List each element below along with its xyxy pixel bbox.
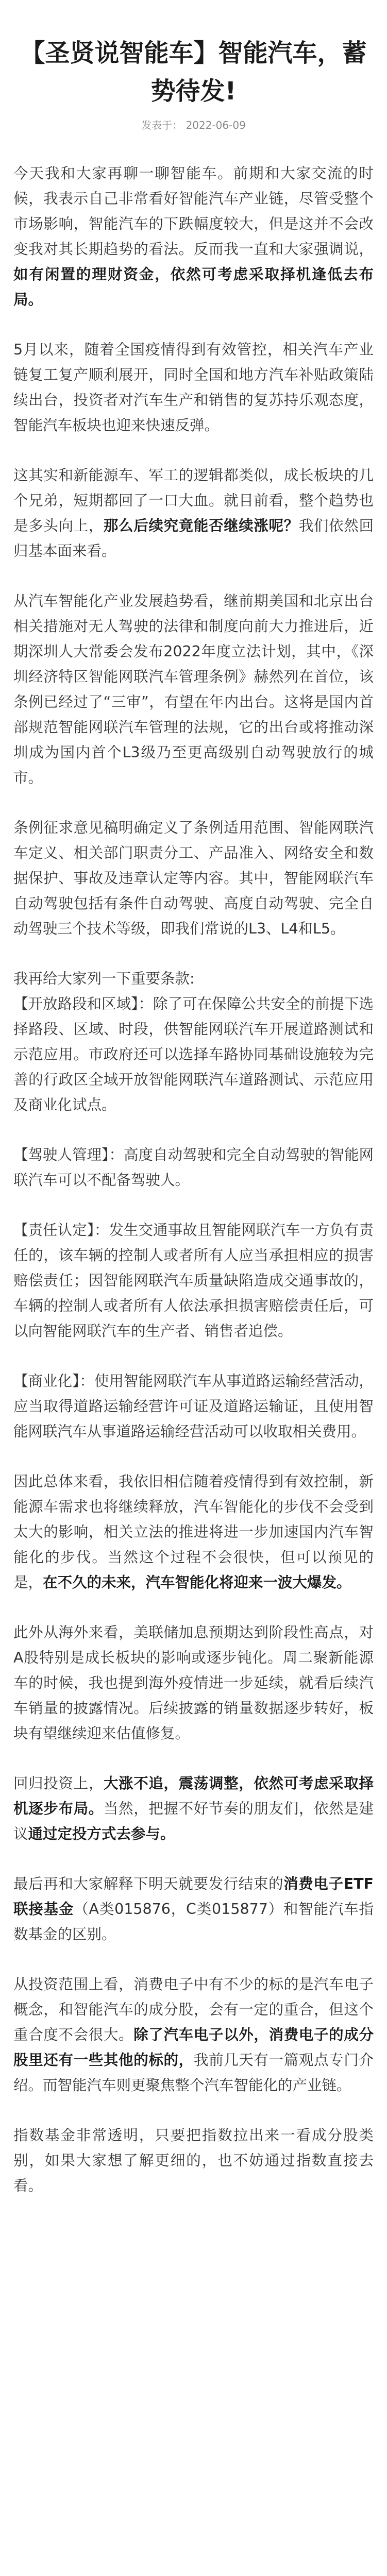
body-text: 我再给大家列一下重要条款: bbox=[13, 970, 195, 987]
body-text: 从汽车智能化产业发展趋势看，继前期美国和北京出台相关措施对无人驾驶的法律和制度向前大力推进后，近期深圳人大常委会发布2022年度立法计划，其中，《深圳经济特区智能网联汽车管理条例》赫然列在首位，该条例已经过了“三审”，有望在年内出台。这将是国内首部规范智能网联汽车管理的法规，它的出台或将推动深圳成为国内首个L3级乃至更高级别自动驾驶放行的城市。 bbox=[13, 592, 374, 786]
body-text: （A类015876，C类015877）和智能汽车指数基金的区别。 bbox=[13, 1901, 374, 1943]
article-paragraph bbox=[13, 1217, 374, 1344]
article-paragraph bbox=[13, 815, 374, 941]
article-paragraph bbox=[13, 1972, 374, 2098]
body-text: 指数基金非常透明，只要把指数拉出来一看成分股类别，如果大家想了解更细的，也不妨通过指数直接去看。 bbox=[13, 2127, 374, 2194]
article-body bbox=[13, 161, 374, 2198]
body-text: 5月以来，随着全国疫情得到有效管控，相关汽车产业链复工复产顺利展开，同时全国和地方汽车补贴政策陆续出台，投资者对汽车生产和销售的复苏持乐观态度，智能汽车板块也迎来快速反弹。 bbox=[13, 341, 374, 434]
emphasis-text: 如有闲置的理财资金，依然可考虑采取择机逢低去布局。 bbox=[13, 266, 374, 308]
article-paragraph bbox=[13, 2123, 374, 2198]
body-text: 因此总体来看，我依旧相信随着疫情得到有效控制，新能源车需求也将继续释放，汽车智能化的步伐不会受到太大的影响，相关立法的推进将进一步加速国内汽车智能化的步伐。当然这个过程不会很快，但可以预见的是， bbox=[13, 1473, 374, 1591]
author-label: 发表于： bbox=[141, 119, 183, 131]
emphasis-text: 通过定投方式去参与。 bbox=[28, 1825, 175, 1842]
body-text: 【责任认定】：发生交通事故且智能网联汽车一方负有责任的，该车辆的控制人或者所有人应当承担相应的损害赔偿责任；因智能网联汽车质量缺陷造成交通事故的，车辆的控制人或者所有人依法承担损害赔偿责任后，可以向智能网联汽车的生产者、销售者追偿。 bbox=[13, 1222, 374, 1340]
body-text: 【商业化】：使用智能网联汽车从事道路运输经营活动，应当取得道路运输经营许可证及道路运输证，且使用智能网联汽车从事道路运输经营活动可以收取相关费用。 bbox=[13, 1372, 374, 1440]
emphasis-text: 除了汽车电子以外，消费电子的成分股里还有一些其他的标的， bbox=[13, 2026, 374, 2069]
article-paragraph bbox=[13, 1469, 374, 1595]
article-paragraph bbox=[13, 1771, 374, 1846]
article-paragraph bbox=[13, 463, 374, 564]
article-paragraph bbox=[13, 1620, 374, 1746]
body-text: 我前几天有一篇观点专门介绍。而智能汽车则更聚焦整个汽车智能化的产业链。 bbox=[13, 2052, 374, 2094]
article-paragraph bbox=[13, 966, 374, 1117]
body-text: 条例征求意见稿明确定义了条例适用范围、智能网联汽车定义、相关部门职责分工、产品准入、网络安全和数据保护、事故及违章认定等内容。其中，智能网联汽车自动驾驶包括有条件自动驾驶、高度自动驾驶、完全自动驾驶三个技术等级，即我们常说的L3、L4和L5。 bbox=[13, 819, 374, 937]
emphasis-text: 大涨不追，震荡调整，依然可考虑采取择机逐步布局。 bbox=[13, 1775, 374, 1817]
article-paragraph bbox=[13, 1871, 374, 1947]
body-text: 【开放路段和区域】：除了可在保障公共安全的前提下选择路段、区域、时段，供智能网联汽车开展道路测试和示范应用。市政府还可以选择车路协同基础设施较为完善的行政区全域开放智能网联汽车道路测试、示范应用及商业化试点。 bbox=[13, 995, 374, 1113]
body-text: 回归投资上， bbox=[13, 1775, 104, 1792]
article-paragraph bbox=[13, 1142, 374, 1193]
body-text: 当然，把握不好节奏的朋友们，依然是建议 bbox=[13, 1800, 374, 1842]
publish-date: 2022-06-09 bbox=[186, 119, 246, 131]
emphasis-text: 在不久的未来，汽车智能化将迎来一波大爆发。 bbox=[43, 1574, 351, 1591]
emphasis-text: 那么后续究竟能否继续涨呢？ bbox=[103, 517, 299, 534]
article-paragraph bbox=[13, 588, 374, 790]
emphasis-text: 消费电子ETF联接基金 bbox=[13, 1875, 374, 1918]
article-paragraph bbox=[13, 1368, 374, 1444]
body-text: 【驾驶人管理】：高度自动驾驶和完全自动驾驶的智能网联汽车可以不配备驾驶人。 bbox=[13, 1146, 374, 1189]
body-text: 这其实和新能源车、军工的逻辑都类似，成长板块的几个兄弟，短期都回了一口大血。就目前看，整个趋势也是多头向上， bbox=[13, 467, 374, 534]
body-text: 此外从海外来看，美联储加息预期达到阶段性高点，对A股特别是成长板块的影响或逐步钝化。周二聚新能源车的时候，我也提到海外疫情进一步延续，就看后续汽车销量的披露情况。后续披露的销量数据逐步转好，板块有望继续迎来估值修复。 bbox=[13, 1624, 374, 1742]
body-text: 从投资范围上看，消费电子中有不少的标的是汽车电子概念，和智能汽车的成分股，会有一定的重合，但这个重合度不会很大。 bbox=[13, 1976, 374, 2043]
article-paragraph bbox=[13, 161, 374, 312]
body-text: 我们依然回归基本面来看。 bbox=[13, 517, 374, 560]
body-text: 最后再和大家解释下明天就要发行结束的 bbox=[13, 1875, 284, 1892]
article-meta bbox=[13, 117, 374, 133]
article-paragraph bbox=[13, 337, 374, 438]
article-title: 【圣贤说智能车】智能汽车，蓄势待发! bbox=[20, 39, 367, 106]
body-text: 今天我和大家再聊一聊智能车。前期和大家交流的时候，我表示自己非常看好智能汽车产业链，尽管受整个市场影响，智能汽车的下跌幅度较大，但是这并不会改变我对其长期趋势的看法。反而我一直和大家强调说， bbox=[13, 165, 374, 258]
